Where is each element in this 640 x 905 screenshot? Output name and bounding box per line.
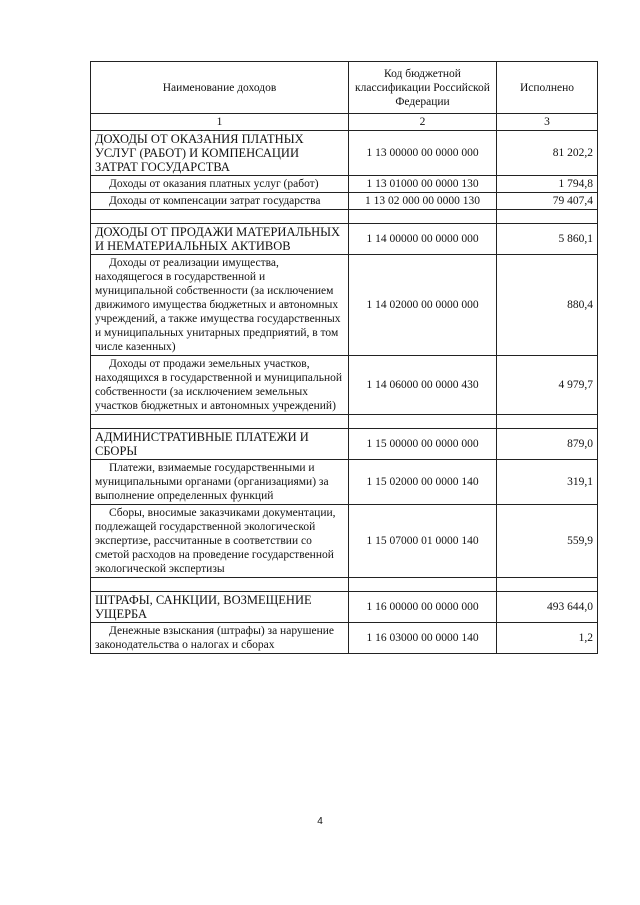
table-row (91, 623, 598, 654)
spacer-cell (497, 415, 598, 429)
section-name-cell: ШТРАФЫ, САНКЦИИ, ВОЗМЕЩЕНИЕ УЩЕРБА (91, 592, 349, 623)
page-number: 4 (317, 816, 323, 827)
section-row (91, 592, 598, 623)
item-name-cell: Доходы от продажи земельных участков, находящихся в государственной и муниципальной собственности (за исключением земельных участков бюджетных и автономных учреждений) (91, 356, 349, 415)
spacer-row (91, 578, 598, 592)
table-row (91, 255, 598, 356)
code-cell: 1 16 00000 00 0000 000 (349, 592, 497, 623)
table-row (91, 505, 598, 578)
table-row (91, 460, 598, 505)
section-row (91, 429, 598, 460)
table-row (91, 176, 598, 193)
code-cell: 1 16 03000 00 0000 140 (349, 623, 497, 654)
column-number-3: 3 (497, 114, 598, 131)
amount-cell: 1 794,8 (497, 176, 598, 193)
item-name-cell: Доходы от реализации имущества, находящегося в государственной и муниципальной собственности (за исключением движимого имущества бюджетных и автономных учреждений, а также имущества государственных и муниципальных унитарных предприятий, в том числе казенных) (91, 255, 349, 356)
section-row (91, 224, 598, 255)
column-number-row (91, 114, 598, 131)
code-cell: 1 15 00000 00 0000 000 (349, 429, 497, 460)
spacer-cell (497, 578, 598, 592)
item-name-cell: Доходы от компенсации затрат государства (91, 193, 349, 210)
spacer-cell (91, 578, 349, 592)
code-cell: 1 13 01000 00 0000 130 (349, 176, 497, 193)
code-cell: 1 13 02 000 00 0000 130 (349, 193, 497, 210)
table-row (91, 356, 598, 415)
spacer-row (91, 415, 598, 429)
section-row (91, 131, 598, 176)
spacer-cell (349, 210, 497, 224)
spacer-cell (91, 210, 349, 224)
amount-cell: 319,1 (497, 460, 598, 505)
item-name-cell: Доходы от оказания платных услуг (работ) (91, 176, 349, 193)
amount-cell: 4 979,7 (497, 356, 598, 415)
revenue-table (90, 61, 598, 654)
amount-cell: 79 407,4 (497, 193, 598, 210)
code-cell: 1 14 06000 00 0000 430 (349, 356, 497, 415)
column-number-1: 1 (91, 114, 349, 131)
code-cell: 1 15 02000 00 0000 140 (349, 460, 497, 505)
code-cell: 1 14 00000 00 0000 000 (349, 224, 497, 255)
header-executed: Исполнено (497, 62, 598, 114)
table-body (91, 131, 598, 654)
column-number-2: 2 (349, 114, 497, 131)
amount-cell: 879,0 (497, 429, 598, 460)
header-name: Наименование доходов (91, 62, 349, 114)
spacer-cell (349, 578, 497, 592)
header-code: Код бюджетной классификации Российской Федерации (349, 62, 497, 114)
item-name-cell: Сборы, вносимые заказчиками документации, подлежащей государственной экологической экспертизе, рассчитанные в соответствии со сметой расходов на проведение государственной экологической экспертизы (91, 505, 349, 578)
spacer-row (91, 210, 598, 224)
spacer-cell (91, 415, 349, 429)
amount-cell: 1,2 (497, 623, 598, 654)
section-name-cell: АДМИНИСТРАТИВНЫЕ ПЛАТЕЖИ И СБОРЫ (91, 429, 349, 460)
table-row (91, 193, 598, 210)
spacer-cell (497, 210, 598, 224)
amount-cell: 81 202,2 (497, 131, 598, 176)
item-name-cell: Платежи, взимаемые государственными и муниципальными органами (организациями) за выполнение определенных функций (91, 460, 349, 505)
section-name-cell: ДОХОДЫ ОТ ПРОДАЖИ МАТЕРИАЛЬНЫХ И НЕМАТЕРИАЛЬНЫХ АКТИВОВ (91, 224, 349, 255)
amount-cell: 5 860,1 (497, 224, 598, 255)
table-header-row (91, 62, 598, 114)
amount-cell: 493 644,0 (497, 592, 598, 623)
code-cell: 1 15 07000 01 0000 140 (349, 505, 497, 578)
code-cell: 1 14 02000 00 0000 000 (349, 255, 497, 356)
code-cell: 1 13 00000 00 0000 000 (349, 131, 497, 176)
spacer-cell (349, 415, 497, 429)
amount-cell: 559,9 (497, 505, 598, 578)
section-name-cell: ДОХОДЫ ОТ ОКАЗАНИЯ ПЛАТНЫХ УСЛУГ (РАБОТ) И КОМПЕНСАЦИИ ЗАТРАТ ГОСУДАРСТВА (91, 131, 349, 176)
amount-cell: 880,4 (497, 255, 598, 356)
item-name-cell: Денежные взыскания (штрафы) за нарушение законодательства о налогах и сборах (91, 623, 349, 654)
